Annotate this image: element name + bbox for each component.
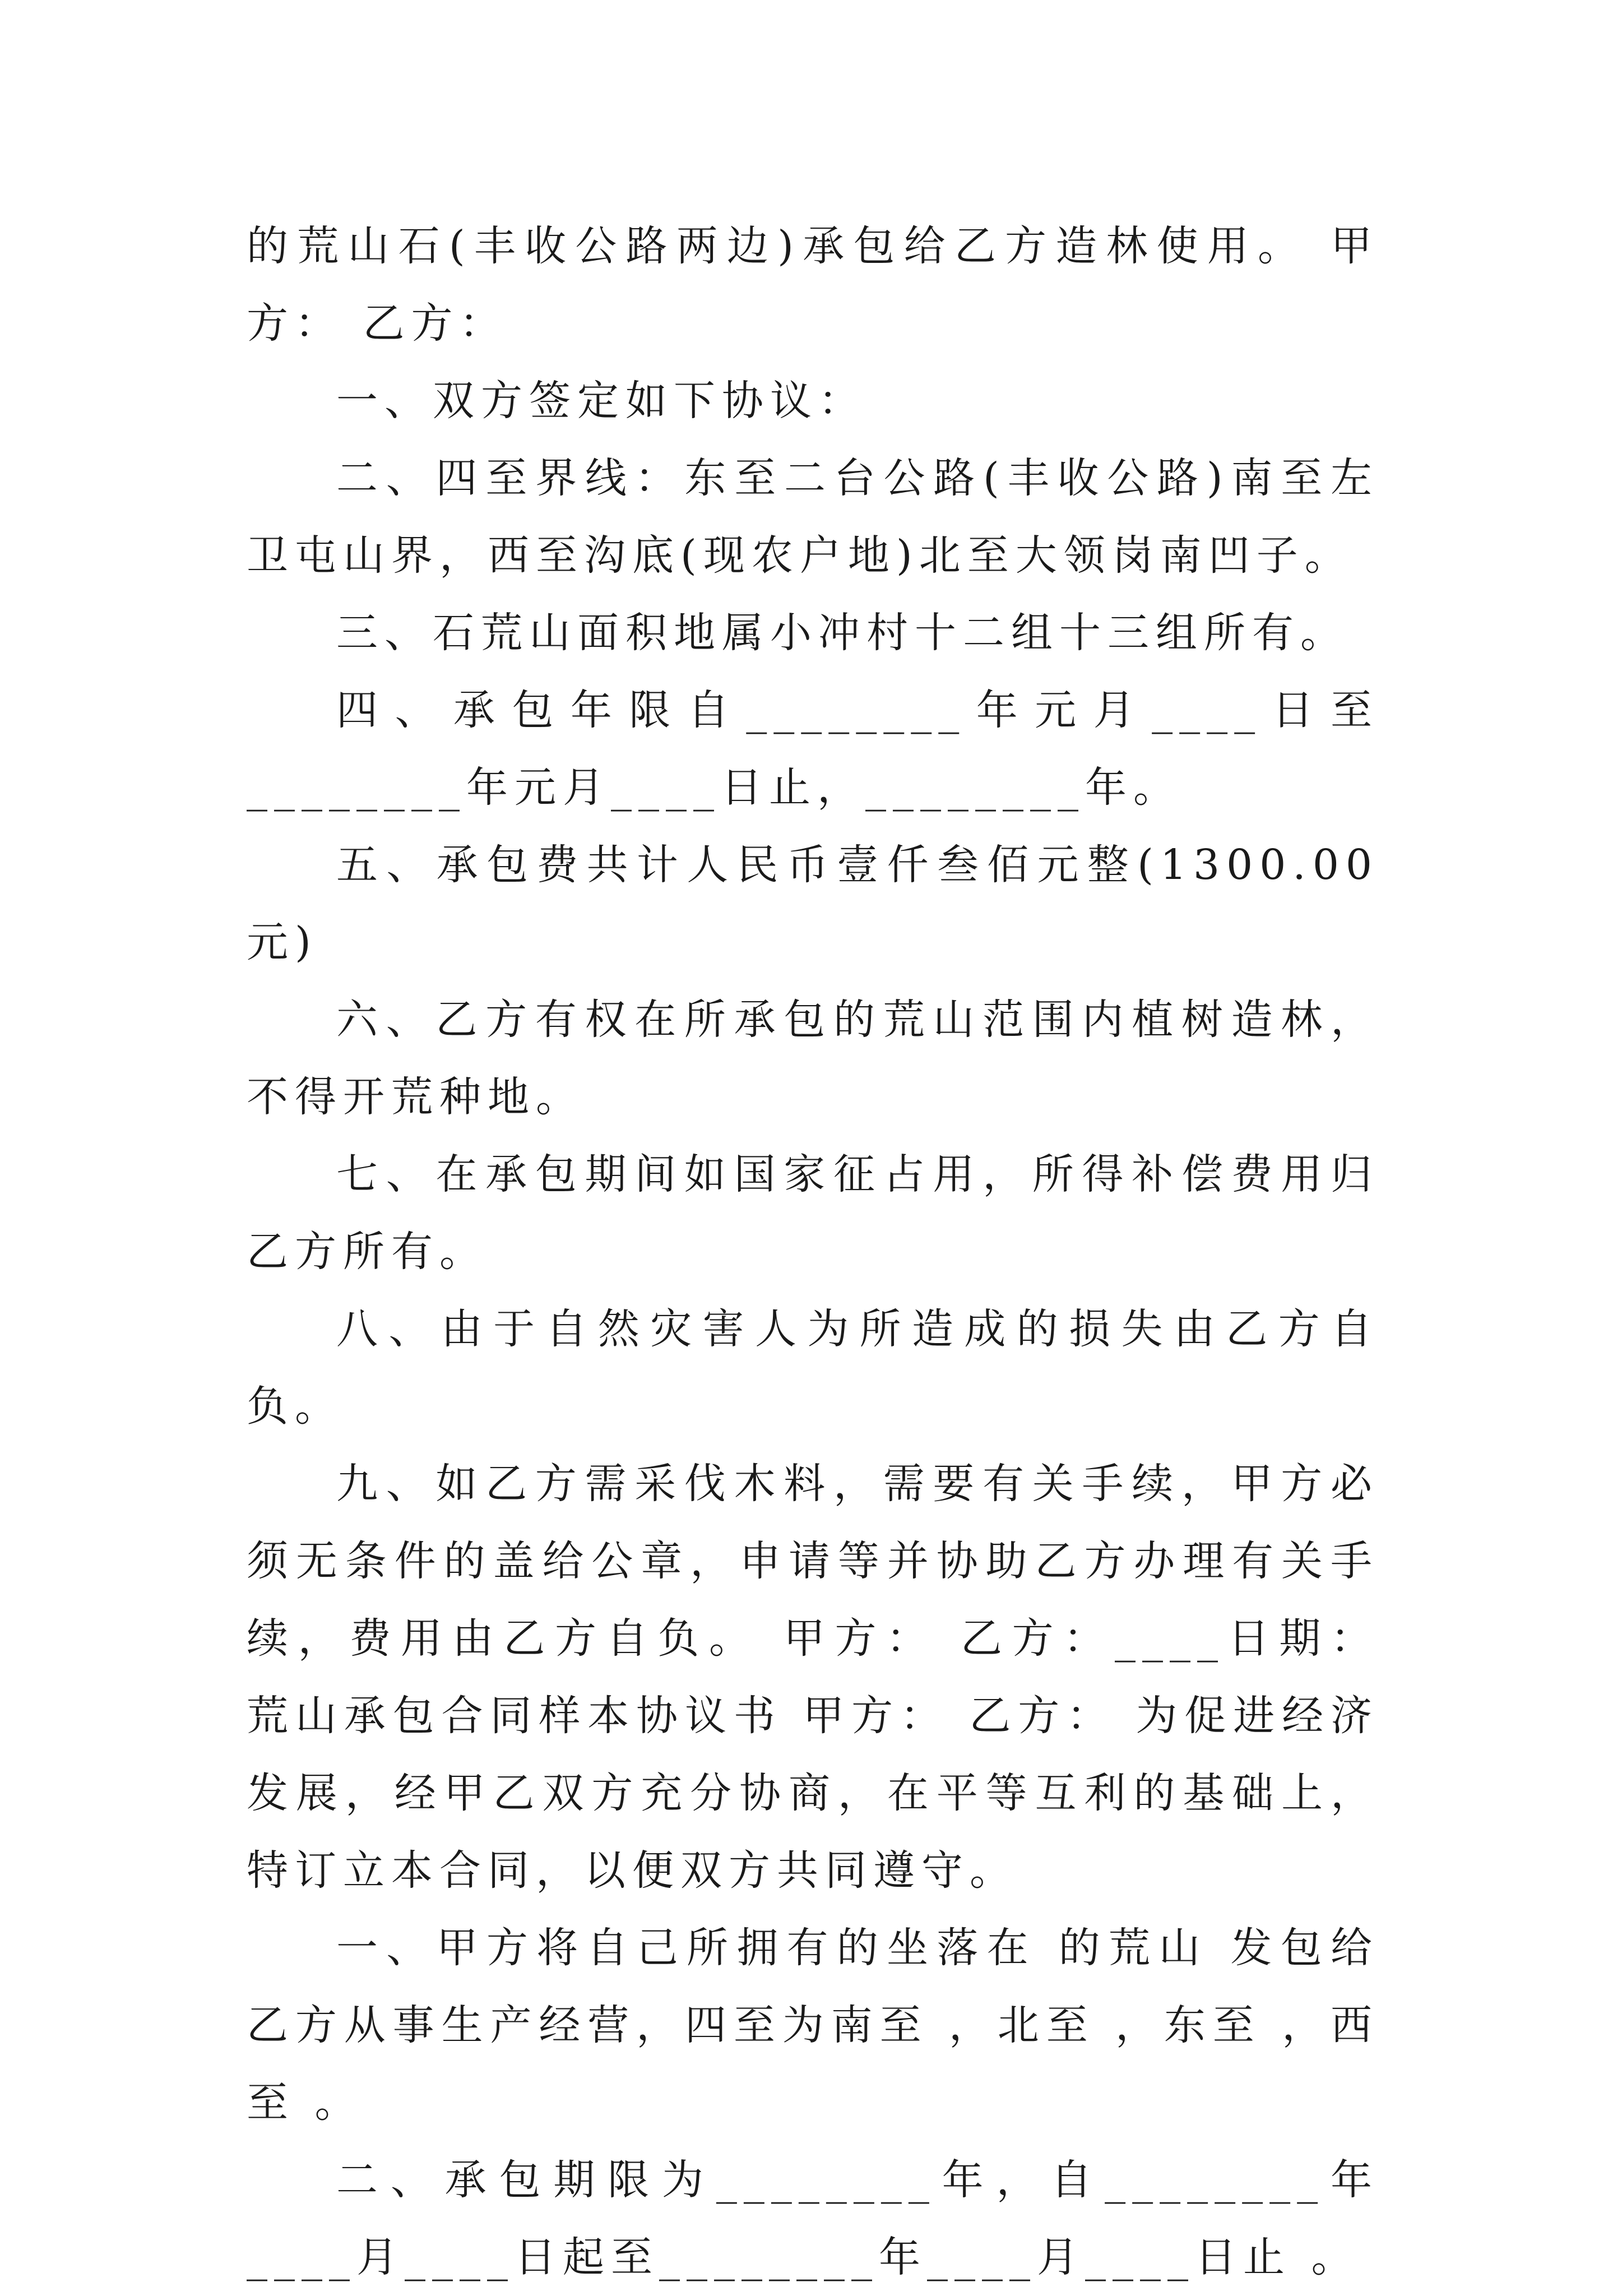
paragraph-clause-8: 八、由于自然灾害人为所造成的损失由乙方自负。: [247, 1305, 1379, 1431]
paragraph-clause-2: 二、四至界线：东至二台公路(丰收公路)南至左卫屯山界，西至沟底(现农户地)北至大领岗南凹子。: [247, 454, 1379, 580]
paragraph-clause-5: 五、承包费共计人民币壹仟叁佰元整(1300.00 元): [247, 841, 1379, 966]
paragraph-clause-6: 六、乙方有权在所承包的荒山范围内植树造林，不得开荒种地。: [247, 996, 1379, 1121]
paragraph-clause-9: 九、如乙方需采伐木料，需要有关手续，甲方必须无条件的盖给公章，申请等并协助乙方办理有关手续，费用由乙方自负。 甲方： 乙方：____日期： 荒山承包合同样本协议书 甲方： 乙方： 为促进经济发展，经甲乙双方充分协商，在平等互利的基础上，特订立本合同，以便双方共同遵守。: [247, 1460, 1379, 1895]
paragraph-clause-7: 七、在承包期间如国家征占用，所得补偿费用归乙方所有。: [247, 1150, 1379, 1276]
paragraph-clause-3: 三、石荒山面积地属小冲村十二组十三组所有。: [336, 609, 1348, 657]
paragraph-intro: 的荒山石(丰收公路两边)承包给乙方造林使用。 甲方： 乙方：: [247, 222, 1379, 348]
paragraph-second-contract-clause-1: 一、甲方将自己所拥有的坐落在 的荒山 发包给乙方从事生产经营，四至为南至 ，北至 ，东至 ，西至 。: [247, 1924, 1379, 2127]
paragraph-second-contract-clause-2: 二、承包期限为________年，自________年____月____日起至________年____月____日止 。: [247, 2156, 1379, 2281]
paragraph-clause-4: 四、承包年限自________年元月____日至________年元月____日止，________年。: [247, 686, 1379, 812]
contract-text: [247, 207, 1379, 2296]
paragraph-clause-1: 一、双方签定如下协议：: [336, 377, 866, 425]
